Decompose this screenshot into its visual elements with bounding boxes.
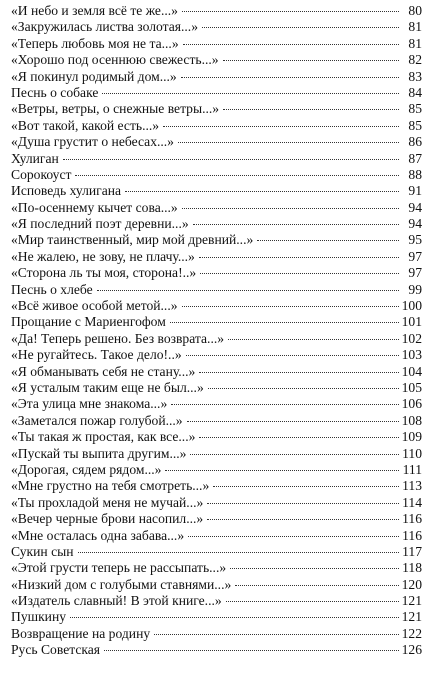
toc-entry-page-number: 101	[401, 314, 422, 330]
dot-leader	[75, 175, 399, 176]
toc-entry-title: «Дорогая, сядем рядом...»	[11, 461, 162, 477]
toc-entry	[11, 331, 422, 347]
toc-entry	[11, 544, 422, 560]
toc-entry-page-number: 88	[408, 166, 422, 182]
toc-entry-page-number: 87	[408, 150, 422, 166]
toc-entry-title: «Мне грустно на тебя смотреть...»	[11, 478, 210, 494]
toc-entry-title: «Теперь любовь моя не та...»	[11, 35, 179, 51]
toc-entry-page-number: 104	[401, 363, 422, 379]
toc-entry	[11, 167, 422, 183]
toc-entry	[11, 413, 422, 429]
toc-entry-page-number: 116	[402, 527, 422, 543]
toc-entry-page-number: 91	[408, 183, 422, 199]
dot-leader	[182, 11, 399, 12]
toc-entry	[11, 511, 422, 527]
dot-leader	[182, 208, 399, 209]
toc-entry	[11, 495, 422, 511]
toc-entry-page-number: 108	[401, 412, 422, 428]
toc-entry-title: «Эта улица мне знакома...»	[11, 396, 168, 412]
dot-leader	[171, 404, 398, 405]
dot-leader	[207, 503, 399, 504]
dot-leader	[102, 93, 399, 94]
toc-entry-page-number: 81	[408, 19, 422, 35]
toc-entry-page-number: 85	[408, 101, 422, 117]
dot-leader	[188, 536, 399, 537]
toc-entry	[11, 380, 422, 396]
toc-entry	[11, 249, 422, 265]
toc-entry-title: «И небо и земля всё те же...»	[11, 3, 178, 18]
dot-leader	[235, 585, 398, 586]
toc-entry-title: Исповедь хулигана	[11, 183, 122, 199]
toc-entry-title: «Я последний поэт деревни...»	[11, 216, 189, 232]
dot-leader	[178, 142, 399, 143]
toc-entry-page-number: 121	[401, 593, 422, 609]
toc-entry	[11, 19, 422, 35]
dot-leader	[190, 454, 399, 455]
dot-leader	[104, 650, 399, 651]
toc-entry-page-number: 118	[402, 560, 422, 576]
toc-entry-title: «Сторона ль ты моя, сторона!..»	[11, 265, 197, 281]
toc-entry	[11, 52, 422, 68]
toc-entry	[11, 134, 422, 150]
toc-entry-title: «Душа грустит о небесах...»	[11, 134, 174, 150]
toc-entry	[11, 85, 422, 101]
toc-entry-title: «Ты такая ж простая, как все...»	[11, 429, 196, 445]
toc-entry-title: «Я обманывать себя не стану...»	[11, 363, 196, 379]
toc-entry-title: «Низкий дом с голубыми ставнями...»	[11, 576, 232, 592]
dot-leader	[226, 601, 399, 602]
toc-entry-title: Русь Советская	[11, 642, 101, 658]
toc-entry-title: Песнь о собаке	[11, 84, 99, 100]
toc-entry	[11, 101, 422, 117]
toc-entry-page-number: 86	[408, 134, 422, 150]
toc-entry-page-number: 102	[401, 330, 422, 346]
dot-leader	[163, 126, 399, 127]
dot-leader	[223, 109, 399, 110]
dot-leader	[187, 421, 399, 422]
toc-entry-page-number: 85	[408, 117, 422, 133]
dot-leader	[199, 437, 398, 438]
toc-entry-page-number: 95	[408, 232, 422, 248]
toc-entry-title: «Этой грусти теперь не рассыпать...»	[11, 560, 227, 576]
toc-entry-title: Пушкину	[11, 609, 67, 625]
toc-entry-title: «Вечер черные брови насопил...»	[11, 511, 204, 527]
toc-entry	[11, 183, 422, 199]
dot-leader	[165, 470, 399, 471]
toc-entry	[11, 265, 422, 281]
toc-entry-title: «Мир таинственный, мир мой древний...»	[11, 232, 254, 248]
dot-leader	[208, 388, 399, 389]
dot-leader	[181, 77, 399, 78]
toc-entry-title: Песнь о хлебе	[11, 281, 93, 297]
toc-entry-page-number: 121	[401, 609, 422, 625]
toc-entry-page-number: 122	[401, 625, 422, 641]
toc-entry	[11, 593, 422, 609]
toc-entry-title: «Мне осталась одна забава...»	[11, 527, 185, 543]
dot-leader	[97, 290, 399, 291]
toc-entry	[11, 462, 422, 478]
toc-entry-page-number: 94	[408, 216, 422, 232]
toc-entry	[11, 396, 422, 412]
toc-entry	[11, 216, 422, 232]
dot-leader	[186, 355, 399, 356]
toc-entry	[11, 282, 422, 298]
dot-leader	[207, 519, 399, 520]
toc-entry-page-number: 116	[402, 511, 422, 527]
dot-leader	[193, 224, 399, 225]
toc-entry	[11, 3, 422, 19]
dot-leader	[257, 240, 399, 241]
toc-entry	[11, 364, 422, 380]
toc-entry	[11, 314, 422, 330]
toc-entry-title: «Заметался пожар голубой...»	[11, 412, 183, 428]
dot-leader	[202, 27, 399, 28]
toc-entry-page-number: 126	[401, 642, 422, 658]
toc-entry	[11, 118, 422, 134]
toc-entry-page-number: 105	[401, 379, 422, 395]
toc-entry-title: Хулиган	[11, 150, 59, 166]
dot-leader	[63, 159, 399, 160]
toc-entry	[11, 151, 422, 167]
toc-entry-page-number: 111	[402, 461, 422, 477]
toc-entry-page-number: 110	[402, 445, 422, 461]
toc-entry-page-number: 97	[408, 248, 422, 264]
dot-leader	[70, 617, 399, 618]
toc-entry-page-number: 82	[408, 52, 422, 68]
toc-entry	[11, 446, 422, 462]
dot-leader	[199, 372, 398, 373]
toc-entry-title: «Да! Теперь решено. Без возврата...»	[11, 330, 225, 346]
toc-entry-title: «Не ругайтесь. Такое дело!..»	[11, 347, 182, 363]
toc-entry	[11, 298, 422, 314]
toc-entry-page-number: 113	[402, 478, 422, 494]
table-of-contents	[11, 3, 422, 659]
toc-entry-title: Сукин сын	[11, 543, 74, 559]
toc-entry-title: «Хорошо под осеннюю свежесть...»	[11, 52, 219, 68]
toc-entry-title: «Ты прохладой меня не мучай...»	[11, 494, 204, 510]
toc-entry-title: Прощание с Мариенгофом	[11, 314, 166, 330]
toc-entry-page-number: 100	[401, 298, 422, 314]
toc-entry-title: «Вот такой, какой есть...»	[11, 117, 160, 133]
toc-entry-title: Возвращение на родину	[11, 625, 151, 641]
dot-leader	[154, 634, 398, 635]
toc-entry-page-number: 84	[408, 84, 422, 100]
toc-entry-page-number: 114	[402, 494, 422, 510]
toc-entry-page-number: 94	[408, 199, 422, 215]
toc-entry	[11, 642, 422, 658]
toc-entry	[11, 609, 422, 625]
toc-entry	[11, 232, 422, 248]
dot-leader	[182, 306, 399, 307]
dot-leader	[213, 486, 399, 487]
toc-entry	[11, 36, 422, 52]
dot-leader	[230, 568, 399, 569]
dot-leader	[78, 552, 399, 553]
dot-leader	[125, 191, 399, 192]
toc-entry-title: «Я покинул родимый дом...»	[11, 68, 177, 84]
toc-entry-page-number: 80	[408, 3, 422, 18]
toc-entry-title: «По-осеннему кычет сова...»	[11, 199, 178, 215]
toc-entry	[11, 429, 422, 445]
dot-leader	[170, 322, 399, 323]
toc-entry-page-number: 120	[401, 576, 422, 592]
dot-leader	[200, 273, 399, 274]
toc-entry-page-number: 83	[408, 68, 422, 84]
toc-entry-page-number: 117	[402, 543, 422, 559]
toc-entry-title: «Закружилась листва золотая...»	[11, 19, 198, 35]
toc-entry	[11, 347, 422, 363]
toc-entry	[11, 478, 422, 494]
toc-entry	[11, 69, 422, 85]
dot-leader	[183, 44, 399, 45]
toc-entry	[11, 626, 422, 642]
toc-entry	[11, 577, 422, 593]
toc-entry-title: «Издатель славный! В этой книге...»	[11, 593, 222, 609]
toc-entry-title: Сорокоуст	[11, 166, 72, 182]
toc-entry	[11, 528, 422, 544]
dot-leader	[199, 257, 399, 258]
dot-leader	[223, 60, 399, 61]
toc-entry	[11, 560, 422, 576]
toc-entry-page-number: 109	[401, 429, 422, 445]
toc-entry-page-number: 106	[401, 396, 422, 412]
toc-entry-title: «Ветры, ветры, о снежные ветры...»	[11, 101, 220, 117]
toc-entry-page-number: 103	[401, 347, 422, 363]
toc-entry	[11, 200, 422, 216]
toc-entry-page-number: 97	[408, 265, 422, 281]
toc-entry-title: «Пускай ты выпита другим...»	[11, 445, 187, 461]
toc-entry-page-number: 81	[408, 35, 422, 51]
toc-entry-title: «Всё живое особой метой...»	[11, 298, 178, 314]
toc-entry-title: «Я усталым таким еще не был...»	[11, 379, 204, 395]
dot-leader	[228, 339, 399, 340]
toc-entry-page-number: 99	[408, 281, 422, 297]
toc-entry-title: «Не жалею, не зову, не плачу...»	[11, 248, 195, 264]
